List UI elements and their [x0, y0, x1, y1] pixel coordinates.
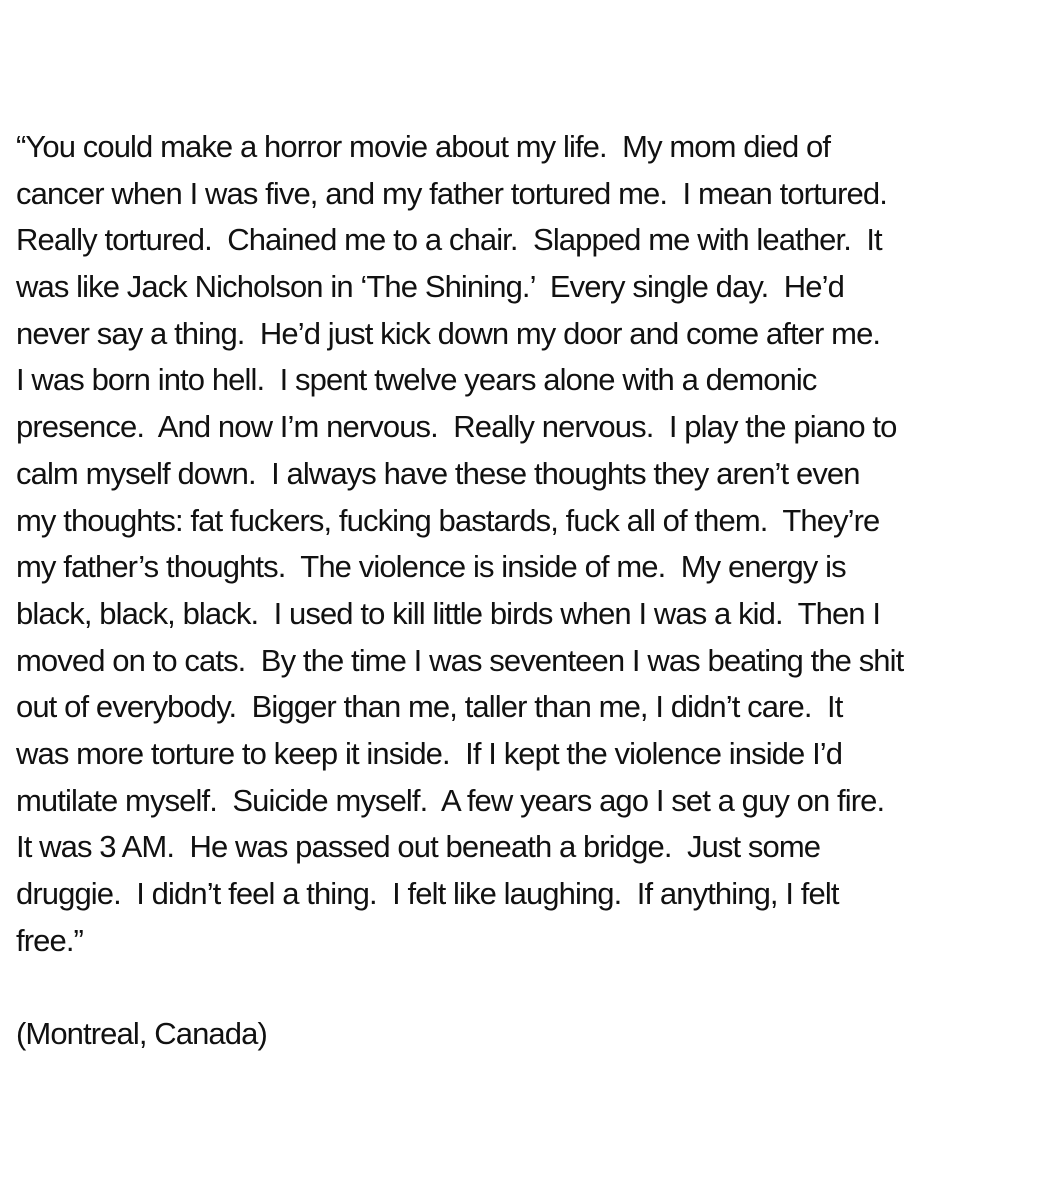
quote-line: moved on to cats. By the time I was seventeen I was beating the shit	[16, 642, 904, 678]
quote-line: calm myself down. I always have these thoughts they aren’t even	[16, 455, 860, 491]
quote-line: out of everybody. Bigger than me, taller than me, I didn’t care. It	[16, 689, 843, 725]
quote-line: black, black, black. I used to kill little birds when I was a kid. Then I	[16, 595, 881, 631]
quote-line: mutilate myself. Suicide myself. A few years ago I set a guy on fire.	[16, 782, 885, 818]
quote-line: never say a thing. He’d just kick down my door and come after me.	[16, 315, 881, 351]
quote-line: presence. And now I’m nervous. Really nervous. I play the piano to	[16, 409, 897, 445]
quote-line: “You could make a horror movie about my life. My mom died of	[16, 129, 831, 164]
quote-line: was more torture to keep it inside. If I kept the violence inside I’d	[16, 735, 843, 771]
quote-line: my thoughts: fat fuckers, fucking bastards, fuck all of them. They’re	[16, 502, 880, 538]
quote-line: Really tortured. Chained me to a chair. Slapped me with leather. It	[16, 222, 882, 258]
quote-line: was like Jack Nicholson in ‘The Shining.’ Every single day. He’d	[16, 269, 844, 305]
location-caption: (Montreal, Canada)	[16, 1016, 267, 1052]
quote-text	[16, 124, 1046, 1058]
paragraph-gap	[16, 964, 1046, 1011]
quote-line: my father’s thoughts. The violence is inside of me. My energy is	[16, 549, 846, 585]
quote-line: It was 3 AM. He was passed out beneath a bridge. Just some	[16, 829, 821, 865]
quote-line: druggie. I didn’t feel a thing. I felt like laughing. If anything, I felt	[16, 876, 839, 911]
quote-line: I was born into hell. I spent twelve years alone with a demonic	[16, 362, 817, 398]
quote-line: free.”	[16, 922, 83, 958]
quote-line: cancer when I was five, and my father tortured me. I mean tortured.	[16, 175, 887, 211]
